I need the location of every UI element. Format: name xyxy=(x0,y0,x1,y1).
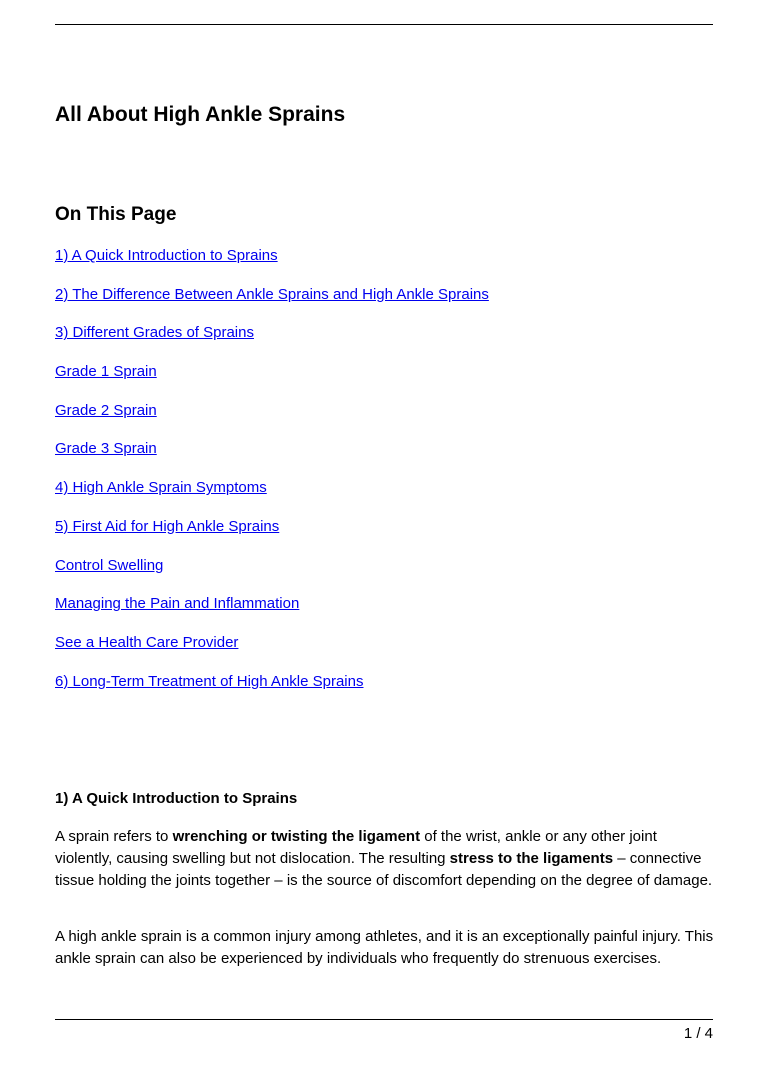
toc-item xyxy=(55,517,489,556)
table-of-contents xyxy=(55,246,489,710)
document-page xyxy=(55,0,713,1087)
footer-rule xyxy=(55,1019,713,1020)
toc-item xyxy=(55,439,489,478)
toc-link-symptoms[interactable]: 4) High Ankle Sprain Symptoms xyxy=(55,479,267,497)
toc-link-difference[interactable]: 2) The Difference Between Ankle Sprains and High Ankle Sprains xyxy=(55,285,489,303)
toc-link-grade-1[interactable]: Grade 1 Sprain xyxy=(55,363,157,381)
paragraph-text: of the wrist, ankle or any other joint violently, causing swelling but not dislocation. The resulting xyxy=(55,828,657,867)
toc-link-pain-inflammation[interactable]: Managing the Pain and Inflammation xyxy=(55,595,300,613)
toc-link-first-aid[interactable]: 5) First Aid for High Ankle Sprains xyxy=(55,517,280,535)
paragraph-text: A sprain refers to xyxy=(55,828,173,845)
toc-item xyxy=(55,362,489,401)
toc-link-grade-3[interactable]: Grade 3 Sprain xyxy=(55,440,157,458)
toc-item xyxy=(55,285,489,324)
toc-item xyxy=(55,323,489,362)
toc-item xyxy=(55,401,489,440)
intro-paragraph-2: A high ankle sprain is a common injury among athletes, and it is an exceptionally painful injury. This ankle sprain can also be experienced by individuals who frequently do strenuous exercises. xyxy=(55,928,714,967)
toc-link-health-provider[interactable]: See a Health Care Provider xyxy=(55,633,239,651)
toc-link-grade-2[interactable]: Grade 2 Sprain xyxy=(55,401,157,419)
page-number: 1 / 4 xyxy=(683,1025,713,1042)
toc-item xyxy=(55,556,489,595)
toc-item xyxy=(55,633,489,672)
intro-paragraph-1 xyxy=(55,826,715,892)
toc-link-grades[interactable]: 3) Different Grades of Sprains xyxy=(55,324,254,342)
toc-heading: On This Page xyxy=(55,204,177,225)
toc-link-control-swelling[interactable]: Control Swelling xyxy=(55,556,164,574)
toc-item xyxy=(55,478,489,517)
toc-link-intro[interactable]: 1) A Quick Introduction to Sprains xyxy=(55,247,278,264)
toc-item xyxy=(55,246,489,285)
toc-item xyxy=(55,594,489,633)
section-heading-intro: 1) A Quick Introduction to Sprains xyxy=(55,790,298,807)
paragraph-text: – connective tissue holding the joints together – is the source of discomfort depending on the degree of damage. xyxy=(55,850,713,889)
header-rule xyxy=(55,24,713,25)
toc-item xyxy=(55,672,489,711)
toc-link-long-term[interactable]: 6) Long-Term Treatment of High Ankle Sprains xyxy=(55,672,364,690)
emphasis-text: stress to the ligaments xyxy=(449,850,614,867)
document-title: All About High Ankle Sprains xyxy=(55,103,346,126)
emphasis-text: wrenching or twisting the ligament xyxy=(172,828,421,845)
